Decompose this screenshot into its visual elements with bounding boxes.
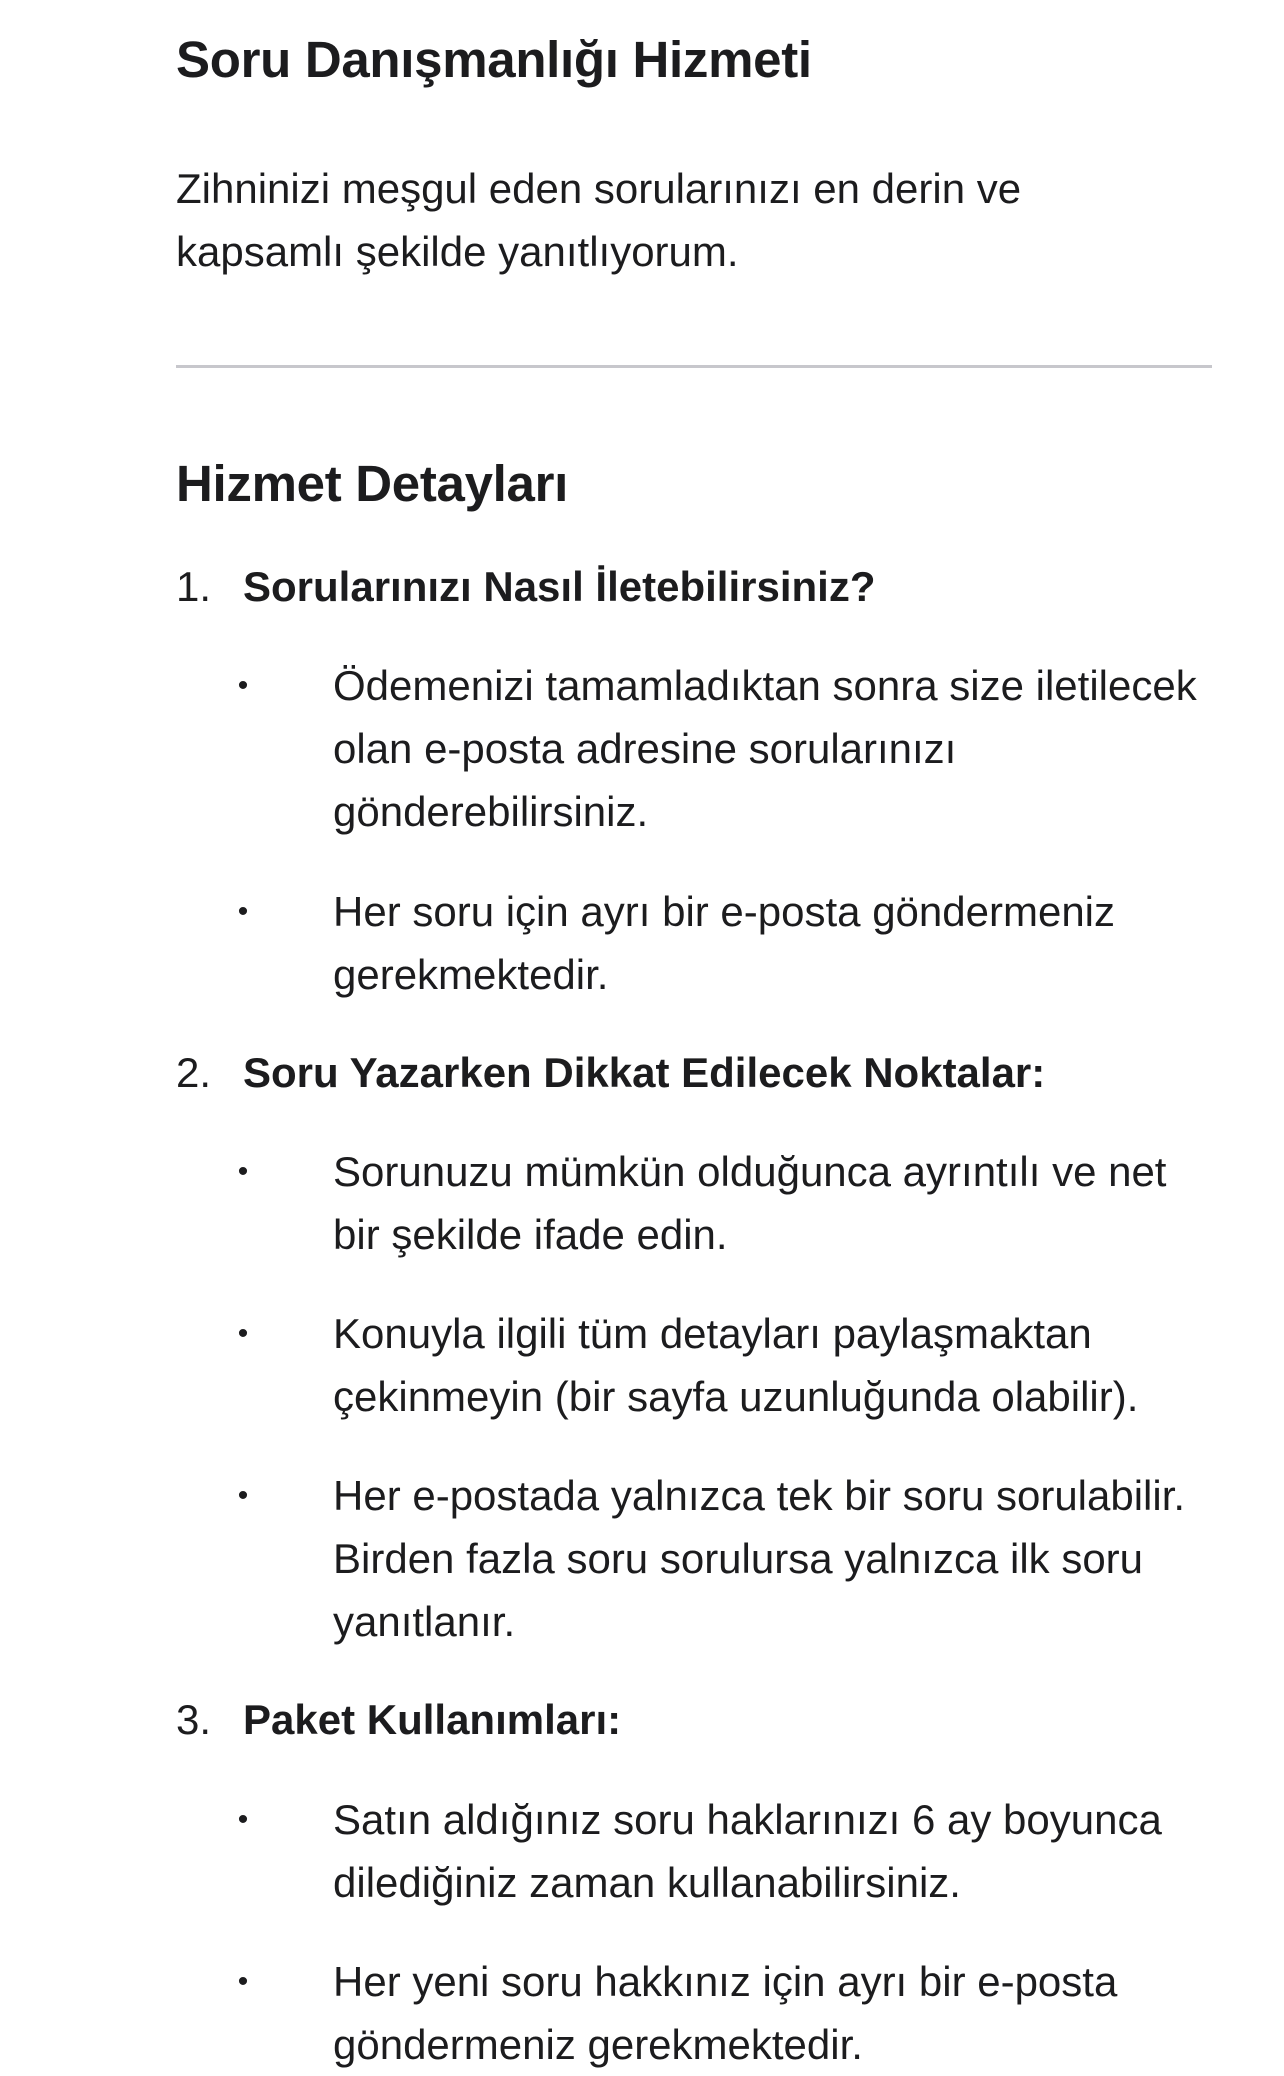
step-number: 1.	[176, 563, 212, 610]
intro-paragraph: Zihninizi meşgul eden sorularınızı en derin ve kapsamlı şekilde yanıtlıyorum.	[176, 165, 1022, 275]
bullet-dot-icon: •	[237, 1317, 249, 1350]
divider	[176, 365, 1212, 368]
list-item-text: Her yeni soru hakkınız için ayrı bir e-posta göndermeniz gerekmektedir.	[333, 1958, 1118, 2068]
step-title: Sorularınızı Nasıl İletebilirsiniz?	[243, 563, 876, 610]
bullet-dot-icon: •	[237, 895, 249, 928]
bullet-dot-icon: •	[237, 1965, 249, 1998]
bullet-dot-icon: •	[237, 669, 249, 702]
step-number: 3.	[176, 1696, 212, 1743]
list-item-text: Satın aldığınız soru haklarınızı 6 ay boyunca dilediğiniz zaman kullanabilirsiniz.	[333, 1796, 1162, 1906]
bullet-dot-icon: •	[237, 1803, 249, 1836]
bullet-dot-icon: •	[237, 1155, 249, 1188]
section-title: Hizmet Detayları	[176, 455, 569, 512]
step-title: Paket Kullanımları:	[243, 1696, 622, 1743]
step-number: 2.	[176, 1049, 212, 1096]
list-item-text: Sorunuzu mümkün olduğunca ayrıntılı ve net bir şekilde ifade edin.	[333, 1148, 1167, 1258]
list-item-text: Her e-postada yalnızca tek bir soru sorulabilir. Birden fazla soru sorulursa yalnızca ilk soru yanıtlanır.	[333, 1472, 1186, 1645]
step-title: Soru Yazarken Dikkat Edilecek Noktalar:	[243, 1049, 1046, 1096]
page-title: Soru Danışmanlığı Hizmeti	[176, 31, 812, 88]
list-item-text: Ödemenizi tamamladıktan sonra size iletilecek olan e-posta adresine sorularınızı gönderebilirsiniz.	[333, 662, 1197, 835]
bullet-dot-icon: •	[237, 1479, 249, 1512]
list-item-text: Her soru için ayrı bir e-posta göndermeniz gerekmektedir.	[333, 888, 1116, 998]
list-item-text: Konuyla ilgili tüm detayları paylaşmaktan çekinmeyin (bir sayfa uzunluğunda olabilir).	[333, 1310, 1139, 1420]
